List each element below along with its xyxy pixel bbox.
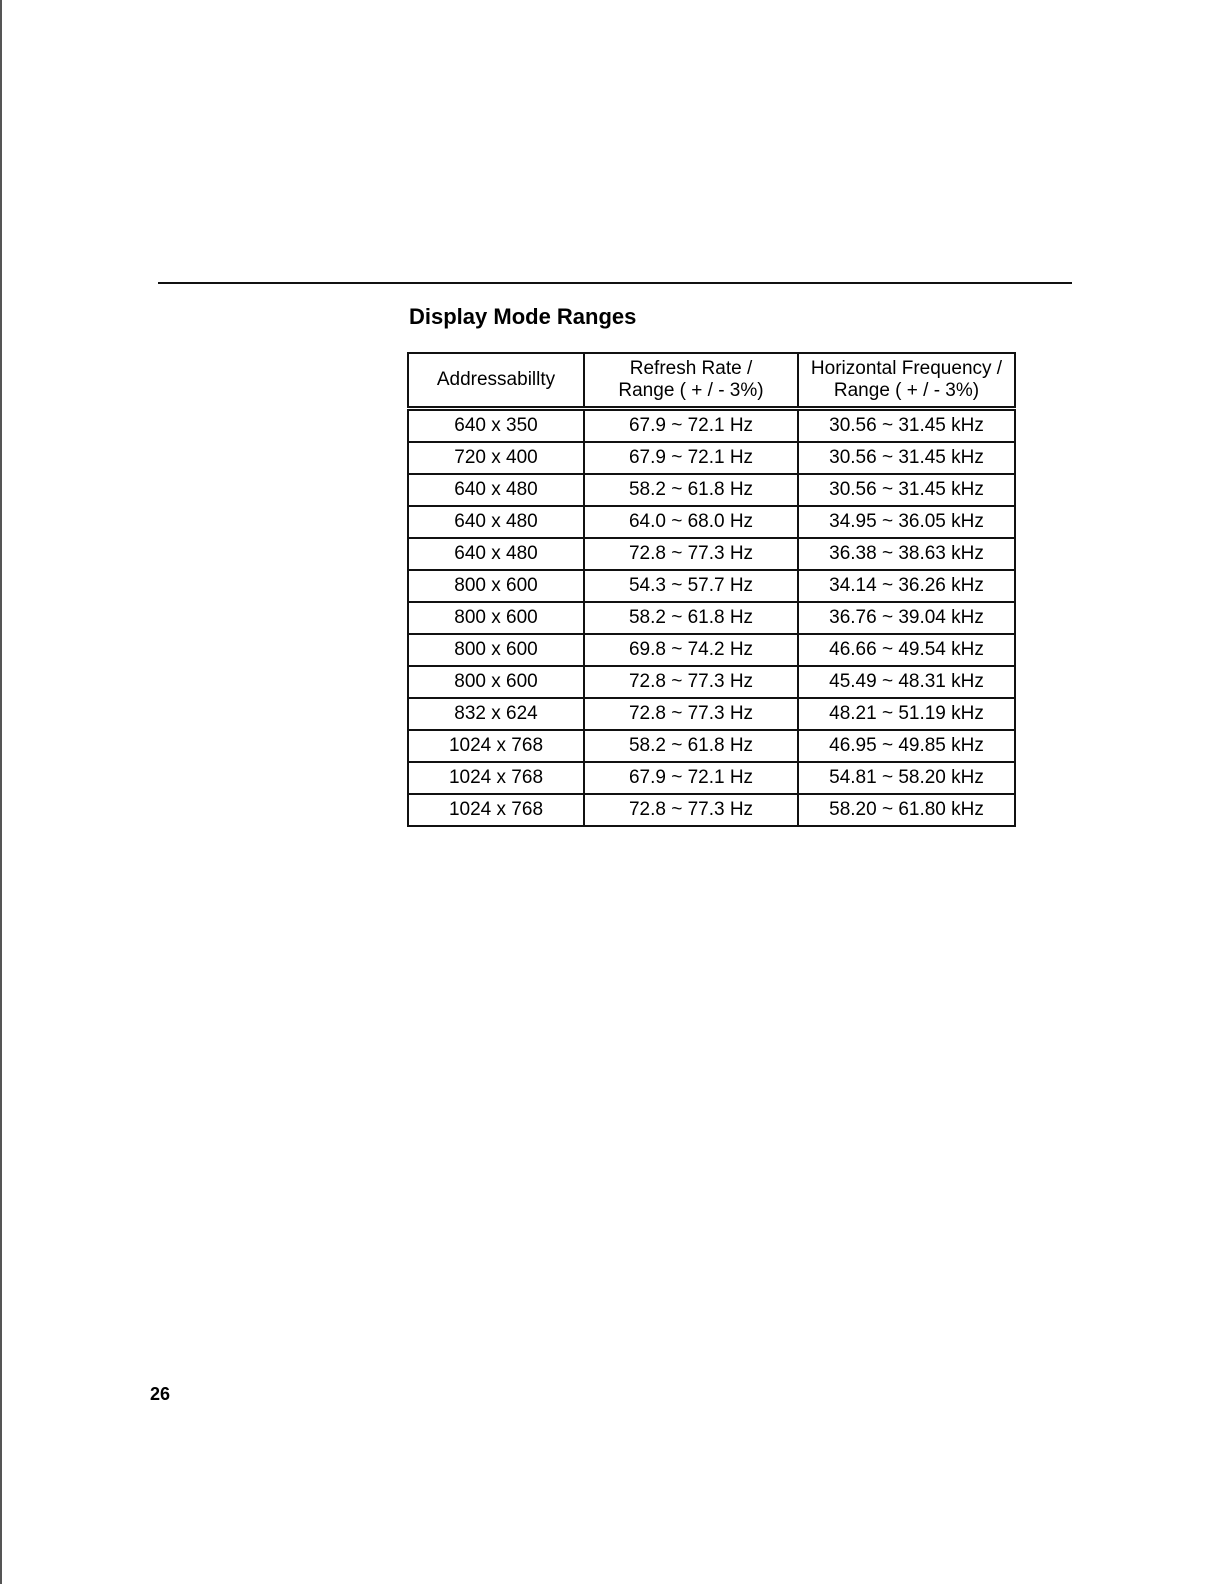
- cell-addressability: 800 x 600: [408, 570, 584, 602]
- table-row: [408, 506, 1015, 538]
- cell-addressability: 800 x 600: [408, 634, 584, 666]
- table-row: [408, 602, 1015, 634]
- cell-horizontal-frequency: 36.76 ~ 39.04 kHz: [798, 602, 1015, 634]
- cell-horizontal-frequency: 54.81 ~ 58.20 kHz: [798, 762, 1015, 794]
- cell-horizontal-frequency: 46.95 ~ 49.85 kHz: [798, 730, 1015, 762]
- cell-horizontal-frequency: 30.56 ~ 31.45 kHz: [798, 409, 1015, 443]
- cell-addressability: 640 x 480: [408, 506, 584, 538]
- table-row: [408, 730, 1015, 762]
- cell-addressability: 720 x 400: [408, 442, 584, 474]
- display-modes-table: [407, 352, 1016, 827]
- section-title: Display Mode Ranges: [409, 304, 637, 329]
- cell-addressability: 640 x 350: [408, 409, 584, 443]
- cell-horizontal-frequency: 46.66 ~ 49.54 kHz: [798, 634, 1015, 666]
- cell-addressability: 1024 x 768: [408, 794, 584, 826]
- cell-refresh-rate: 67.9 ~ 72.1 Hz: [584, 442, 798, 474]
- cell-addressability: 1024 x 768: [408, 762, 584, 794]
- table-row: [408, 409, 1015, 443]
- table-row: [408, 442, 1015, 474]
- header-addressability-label: Addressabillty: [436, 369, 556, 390]
- cell-refresh-rate: 58.2 ~ 61.8 Hz: [584, 474, 798, 506]
- cell-refresh-rate: 72.8 ~ 77.3 Hz: [584, 666, 798, 698]
- table-row: [408, 666, 1015, 698]
- table-body: [408, 409, 1015, 827]
- table-row: [408, 698, 1015, 730]
- top-rule: [158, 282, 1072, 284]
- table-row: [408, 634, 1015, 666]
- cell-horizontal-frequency: 45.49 ~ 48.31 kHz: [798, 666, 1015, 698]
- cell-refresh-rate: 72.8 ~ 77.3 Hz: [584, 794, 798, 826]
- table-row: [408, 538, 1015, 570]
- cell-horizontal-frequency: 48.21 ~ 51.19 kHz: [798, 698, 1015, 730]
- cell-addressability: 800 x 600: [408, 602, 584, 634]
- header-addressability: [408, 353, 584, 409]
- page-number: 26: [150, 1384, 171, 1404]
- header-horizontal-frequency-line2: Range ( + / - 3%): [833, 380, 980, 401]
- cell-addressability: 640 x 480: [408, 538, 584, 570]
- table-row: [408, 570, 1015, 602]
- cell-addressability: 640 x 480: [408, 474, 584, 506]
- header-horizontal-frequency: [798, 353, 1015, 409]
- cell-horizontal-frequency: 30.56 ~ 31.45 kHz: [798, 474, 1015, 506]
- cell-refresh-rate: 67.9 ~ 72.1 Hz: [584, 409, 798, 443]
- table-row: [408, 794, 1015, 826]
- cell-refresh-rate: 58.2 ~ 61.8 Hz: [584, 730, 798, 762]
- cell-addressability: 832 x 624: [408, 698, 584, 730]
- cell-horizontal-frequency: 34.14 ~ 36.26 kHz: [798, 570, 1015, 602]
- cell-horizontal-frequency: 30.56 ~ 31.45 kHz: [798, 442, 1015, 474]
- cell-refresh-rate: 58.2 ~ 61.8 Hz: [584, 602, 798, 634]
- header-refresh-rate-line2: Range ( + / - 3%): [618, 380, 764, 401]
- table-row: [408, 474, 1015, 506]
- cell-refresh-rate: 69.8 ~ 74.2 Hz: [584, 634, 798, 666]
- cell-horizontal-frequency: 36.38 ~ 38.63 kHz: [798, 538, 1015, 570]
- cell-refresh-rate: 67.9 ~ 72.1 Hz: [584, 762, 798, 794]
- table-row: [408, 762, 1015, 794]
- cell-refresh-rate: 54.3 ~ 57.7 Hz: [584, 570, 798, 602]
- table-header-row: [408, 353, 1015, 409]
- cell-addressability: 1024 x 768: [408, 730, 584, 762]
- cell-horizontal-frequency: 58.20 ~ 61.80 kHz: [798, 794, 1015, 826]
- cell-refresh-rate: 72.8 ~ 77.3 Hz: [584, 538, 798, 570]
- cell-horizontal-frequency: 34.95 ~ 36.05 kHz: [798, 506, 1015, 538]
- header-horizontal-frequency-line1: Horizontal Frequency /: [810, 358, 1003, 379]
- cell-refresh-rate: 72.8 ~ 77.3 Hz: [584, 698, 798, 730]
- header-refresh-rate-line1: Refresh Rate /: [629, 358, 753, 379]
- cell-refresh-rate: 64.0 ~ 68.0 Hz: [584, 506, 798, 538]
- header-refresh-rate: [584, 353, 798, 409]
- page-edge: [0, 0, 2, 1584]
- cell-addressability: 800 x 600: [408, 666, 584, 698]
